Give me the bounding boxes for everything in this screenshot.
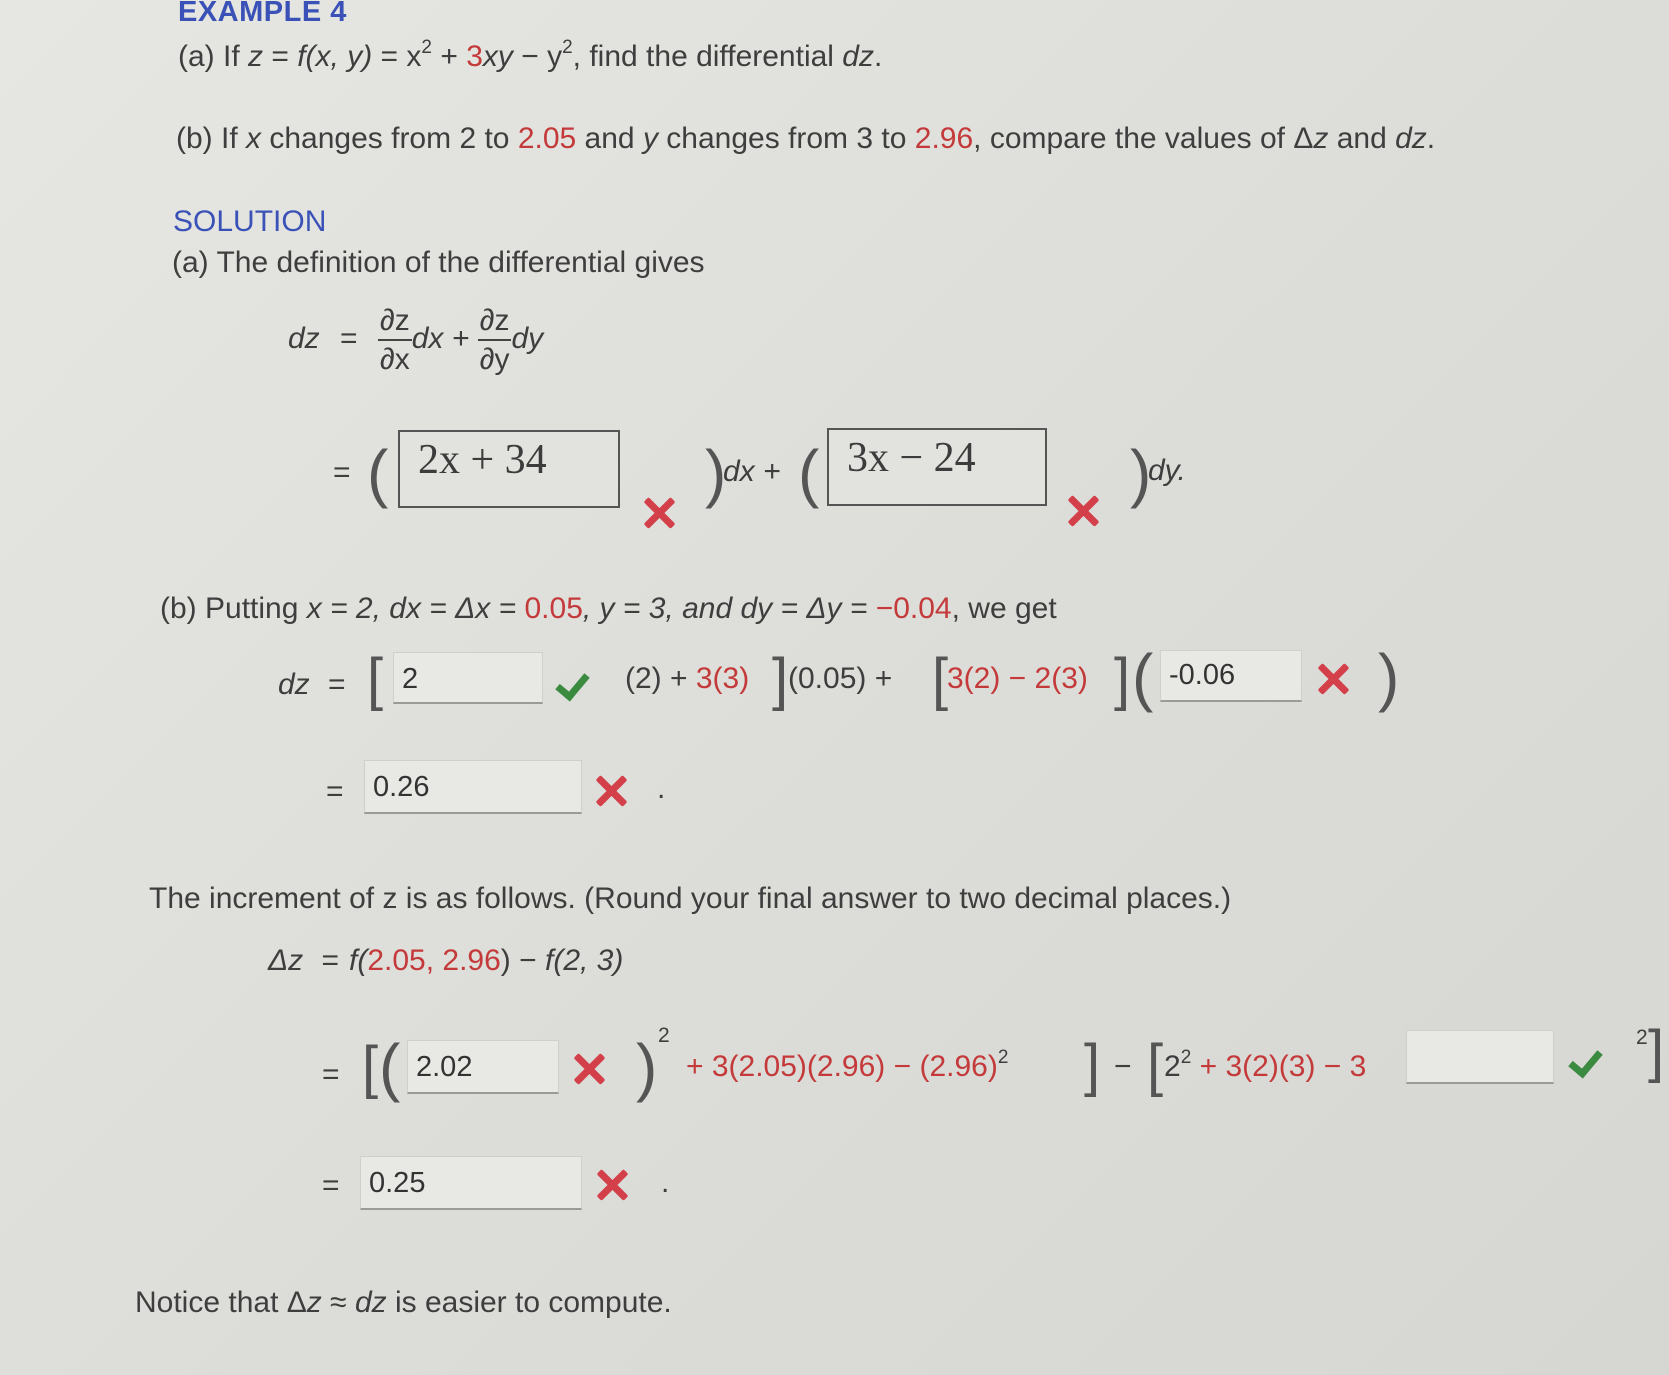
var-y: y <box>642 122 658 155</box>
problem-a-suffix: , find the differential <box>572 40 843 73</box>
part-b-line <box>160 592 1057 626</box>
denominator: ∂y <box>479 343 510 376</box>
dz-lhs: dz <box>288 321 320 355</box>
expansion-term-3 <box>1164 1047 1367 1084</box>
var-z: z <box>1313 122 1329 155</box>
partial-y-answer-box[interactable]: 3x − 24 <box>827 428 1047 506</box>
dx-suffix-text: dx + <box>723 455 781 488</box>
equals-sign: = <box>322 1058 340 1091</box>
dy-value: −0.04 <box>875 592 952 625</box>
incorrect-x-icon <box>572 1052 606 1086</box>
y-new-value: 2.96 <box>914 122 974 155</box>
dz-result-input[interactable]: 0.26 <box>364 760 582 814</box>
dz-lhs: dz <box>278 668 310 701</box>
partial-x-answer-box[interactable]: 2x + 34 <box>398 430 620 508</box>
notice-line <box>135 1286 672 1320</box>
notice-prefix: Notice that Δ <box>135 1286 307 1319</box>
open-paren: ( <box>1132 641 1154 713</box>
f-args: 2.05, 2.96 <box>367 944 501 977</box>
minus-y: − y <box>512 40 563 73</box>
close-paren: ) <box>636 1031 658 1103</box>
dz-label: dz <box>842 40 874 73</box>
eq-rhs-start: = x <box>372 40 422 73</box>
problem-b <box>176 122 1435 156</box>
equals-sign: = <box>328 668 346 701</box>
close-paren: ) <box>1378 641 1400 713</box>
part-a-intro: (a) The definition of the differential gives <box>172 246 705 279</box>
open-bracket: [ <box>362 1035 379 1100</box>
correct-check-icon <box>1568 1045 1606 1075</box>
open-bracket: [ <box>367 647 384 712</box>
incorrect-x-icon <box>1066 494 1100 528</box>
equals-sign: = <box>340 321 358 355</box>
period: . <box>1426 122 1436 155</box>
delta-z-line <box>268 944 623 978</box>
coefficient-3: 3 <box>466 40 483 73</box>
period: . <box>873 40 883 73</box>
f2: f(2, 3) <box>545 944 624 977</box>
period: . <box>661 1166 670 1199</box>
open-paren: ( <box>379 1031 401 1103</box>
period: . <box>657 772 666 805</box>
open-bracket: [ <box>1147 1033 1164 1098</box>
open-paren: ( <box>367 437 389 509</box>
compare-text: , compare the values of Δ <box>973 122 1314 155</box>
x-eq: x = 2, <box>306 592 390 625</box>
dx-term: dx + <box>411 321 470 355</box>
differential-definition <box>288 304 543 376</box>
partial-z-x <box>378 304 412 376</box>
equals-sign: = <box>321 944 340 977</box>
expansion-input-2[interactable] <box>1406 1030 1554 1084</box>
term-2-exponent: 2 <box>997 1047 1009 1068</box>
dy-term: dy <box>511 321 544 355</box>
x-new-value: 2.05 <box>517 122 577 155</box>
var-z: z <box>248 40 264 73</box>
exponent-y: 2 <box>562 37 573 58</box>
incorrect-x-icon <box>595 1168 629 1202</box>
dz-calc-lhs <box>278 668 310 702</box>
changes-text-2: changes from 3 to <box>657 122 915 155</box>
numerator: ∂z <box>378 304 412 341</box>
problem-a-prefix: (a) If <box>178 40 249 73</box>
second-term: 3(2) − 2(3) <box>947 662 1088 695</box>
term-xy: xy <box>482 40 513 73</box>
term-3-exponent: 2 <box>1180 1047 1192 1068</box>
after-bracket: (0.05) + <box>788 662 893 695</box>
tail-exponent: 2 <box>1636 1026 1648 1049</box>
close-bracket: ] <box>772 647 789 712</box>
dy-suffix-text: dy. <box>1148 454 1186 487</box>
correct-check-icon <box>555 668 593 698</box>
dy-eq: dy = Δy = <box>740 592 876 625</box>
f-close: ) <box>500 944 511 977</box>
close-paren: ) <box>705 437 727 509</box>
part-b-suffix: , we get <box>951 592 1057 625</box>
term-2-text: + 3(2.05)(2.96) − (2.96) <box>686 1050 998 1083</box>
numerator: ∂z <box>478 304 512 341</box>
dz-label: dz <box>1395 122 1427 155</box>
partial-z-y <box>478 304 512 376</box>
close-bracket: ] <box>1648 1019 1665 1084</box>
dy-suffix <box>1148 454 1186 488</box>
function-name: f(x, y) <box>297 40 373 73</box>
dx-value: 0.05 <box>524 592 583 625</box>
and-text: and <box>576 122 643 155</box>
equals-sign: = <box>333 456 351 489</box>
three-three: 3(3) <box>695 662 750 695</box>
exponent: 2 <box>421 37 432 58</box>
increment-instructions: The increment of z is as follows. (Round your final answer to two decimal places.) <box>149 882 1232 915</box>
problem-b-prefix: (b) If <box>176 122 247 155</box>
close-bracket: ] <box>1084 1033 1101 1098</box>
delta-z-result-input[interactable]: 0.25 <box>360 1156 582 1210</box>
var-z: z <box>306 1286 322 1319</box>
dx-eq: dx = Δx = <box>389 592 525 625</box>
part-b-prefix: (b) Putting <box>160 592 307 625</box>
incorrect-x-icon <box>594 774 628 808</box>
dy-value-input[interactable]: -0.06 <box>1160 650 1302 702</box>
incorrect-x-icon <box>642 496 676 530</box>
close-paren: ) <box>1130 437 1152 509</box>
eq-sign: = <box>263 40 298 73</box>
incorrect-x-icon <box>1316 662 1350 696</box>
close-bracket: ] <box>1114 647 1131 712</box>
notice-suffix: is easier to compute. <box>386 1286 672 1319</box>
equals-sign: = <box>322 1169 340 1202</box>
equals-sign: = <box>326 775 344 808</box>
open-bracket: [ <box>932 647 949 712</box>
delta-z-lhs: Δz <box>268 944 304 977</box>
minus-sign: − <box>1114 1050 1132 1083</box>
term-3-base: 2 <box>1164 1050 1181 1083</box>
dz-calc-middle <box>625 662 749 696</box>
y-eq: , y = 3, and <box>582 592 741 625</box>
problem-a <box>178 37 883 74</box>
dz-coefficient-input[interactable]: 2 <box>393 652 543 704</box>
expansion-input-1[interactable]: 2.02 <box>407 1040 559 1094</box>
open-paren: ( <box>798 437 820 509</box>
denominator: ∂x <box>379 343 410 376</box>
plus-sign: + <box>432 40 467 73</box>
solution-label: SOLUTION <box>173 205 327 238</box>
dx-suffix <box>723 455 781 489</box>
var-x: x <box>246 122 262 155</box>
after-input-1: (2) + <box>625 662 696 695</box>
dz-label: dz <box>354 1286 387 1319</box>
minus-sign: − <box>510 944 545 977</box>
changes-text-1: changes from 2 to <box>261 122 518 155</box>
exponent: 2 <box>658 1024 670 1047</box>
example-title: EXAMPLE 4 <box>178 0 347 28</box>
approx-sign: ≈ <box>321 1286 355 1319</box>
expansion-term-2 <box>686 1047 1009 1084</box>
f-open: f( <box>349 944 368 977</box>
term-3-rest: + 3(2)(3) − 3 <box>1191 1050 1367 1083</box>
and-text-2: and <box>1328 122 1396 155</box>
